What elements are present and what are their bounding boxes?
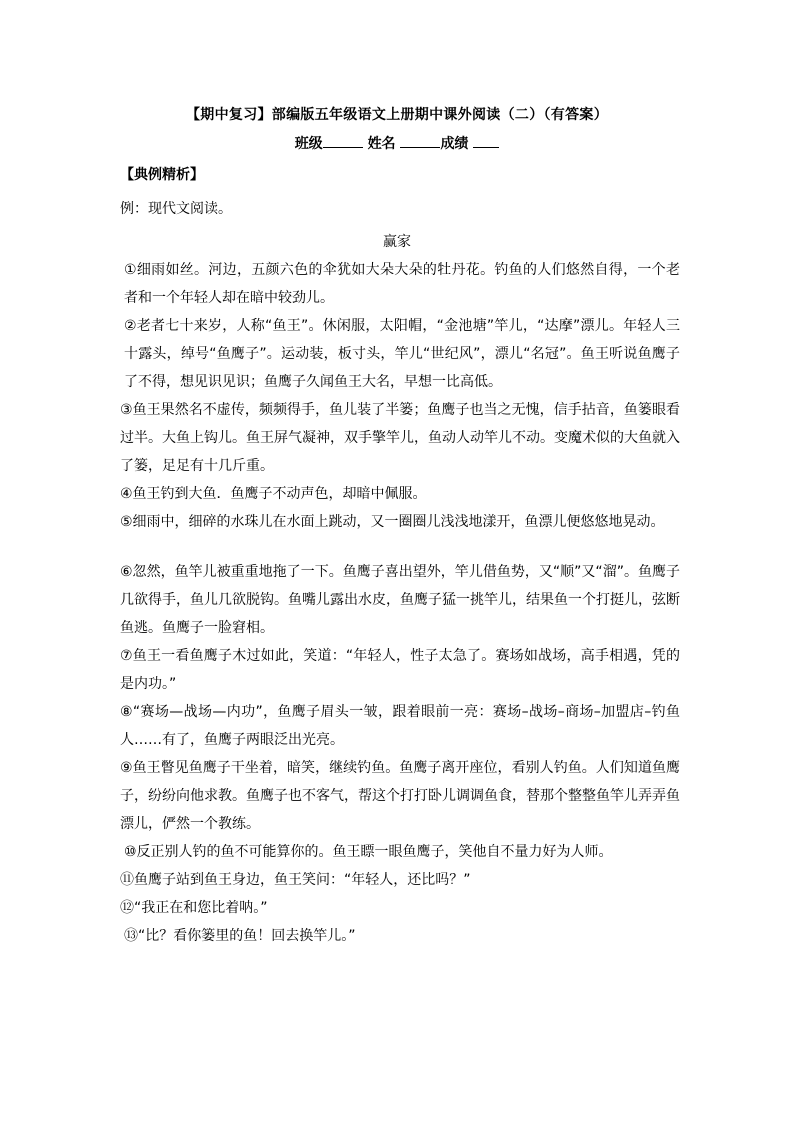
paragraph: ⑫“我正在和您比着呐。” (120, 900, 268, 916)
paragraph: ④鱼王钓到大鱼．鱼鹰子不动声色，却暗中佩服。 (120, 486, 427, 502)
paragraph: ⑧“赛场—战场—内功”，鱼鹰子眉头一皱，跟着眼前一亮：赛场–战场–商场–加盟店–钓鱼人……有了，鱼鹰子两眼泛出光亮。 (120, 704, 680, 748)
name-label: 姓名 (367, 136, 396, 152)
paragraph: ⑦鱼王一看鱼鹰子木过如此，笑道：“年轻人，性子太急了。赛场如战场，高手相遇，凭的是内功。” (120, 648, 680, 692)
story-body (120, 256, 680, 950)
paragraph: ⑨鱼王瞥见鱼鹰子干坐着，暗笑，继续钓鱼。鱼鹰子离开座位，看别人钓鱼。人们知道鱼鹰子，纷纷向他求教。鱼鹰子也不客气，帮这个打打卧儿调调鱼食，替那个整整鱼竿儿弄弄鱼漂儿，俨然一个教练。 (120, 760, 680, 832)
paragraph: ⑤细雨中，细碎的水珠儿在水面上跳动，又一圈圈儿浅浅地漾开，鱼漂儿便悠悠地晃动。 (120, 514, 665, 530)
score-label: 成绩 (440, 136, 469, 152)
section-heading: 【典例精析】 (120, 167, 204, 183)
example-label: 例：现代文阅读。 (120, 201, 232, 217)
paragraph: ③鱼王果然名不虚传，频频得手，鱼儿装了半篓；鱼鹰子也当之无愧，信手拈音，鱼篓眼看过半。大鱼上钩儿。鱼王屏气凝神，双手擎竿儿，鱼动人动竿儿不动。变魔术似的大鱼就入了篓，足足有十几斤重。 (120, 402, 680, 474)
document-title: 【期中复习】部编版五年级语文上册期中课外阅读（二）（有答案） (186, 107, 608, 123)
paragraph: ①细雨如丝。河边，五颜六色的伞犹如大朵大朵的牡丹花。钓鱼的人们悠然自得，一个老者和一个年轻人却在暗中较劲儿。 (124, 262, 680, 306)
paragraph: ②老者七十来岁，人称“鱼王”。休闲服，太阳帽，“金池塘”竿儿，“达摩”漂儿。年轻人三十露头，绰号“鱼鹰子”。运动装，板寸头，竿儿“世纪风”，漂儿“名冠”。鱼王听说鱼鹰子了不得，想见识见识；鱼鹰子久闻鱼王大名，早想一比高低。 (124, 318, 680, 390)
class-label: 班级 (294, 136, 323, 152)
paragraph-gap (120, 536, 680, 558)
name-blank (400, 135, 440, 148)
paragraph: ⑬“比？看你篓里的鱼！回去换竿儿。” (124, 928, 356, 944)
class-blank (323, 135, 363, 148)
paragraph: ⑥忽然，鱼竿儿被重重地拖了一下。鱼鹰子喜出望外，竿儿借鱼势，又“顺”又“溜”。鱼鹰子几欲得手，鱼儿几欲脱钩。鱼嘴儿露出水皮，鱼鹰子猛一挑竿儿，结果鱼一个打挺儿，弦断鱼逃。鱼鹰子一脸窘相。 (120, 564, 680, 636)
paragraph: ⑩反正别人钓的鱼不可能算你的。鱼王瞟一眼鱼鹰子，笑他自不量力好为人师。 (124, 844, 613, 860)
score-blank (473, 135, 499, 148)
story-title: 赢家 (383, 234, 411, 250)
paragraph: ⑪鱼鹰子站到鱼王身边，鱼王笑问：“年轻人，还比吗？” (120, 872, 471, 888)
student-info-line (0, 133, 794, 153)
